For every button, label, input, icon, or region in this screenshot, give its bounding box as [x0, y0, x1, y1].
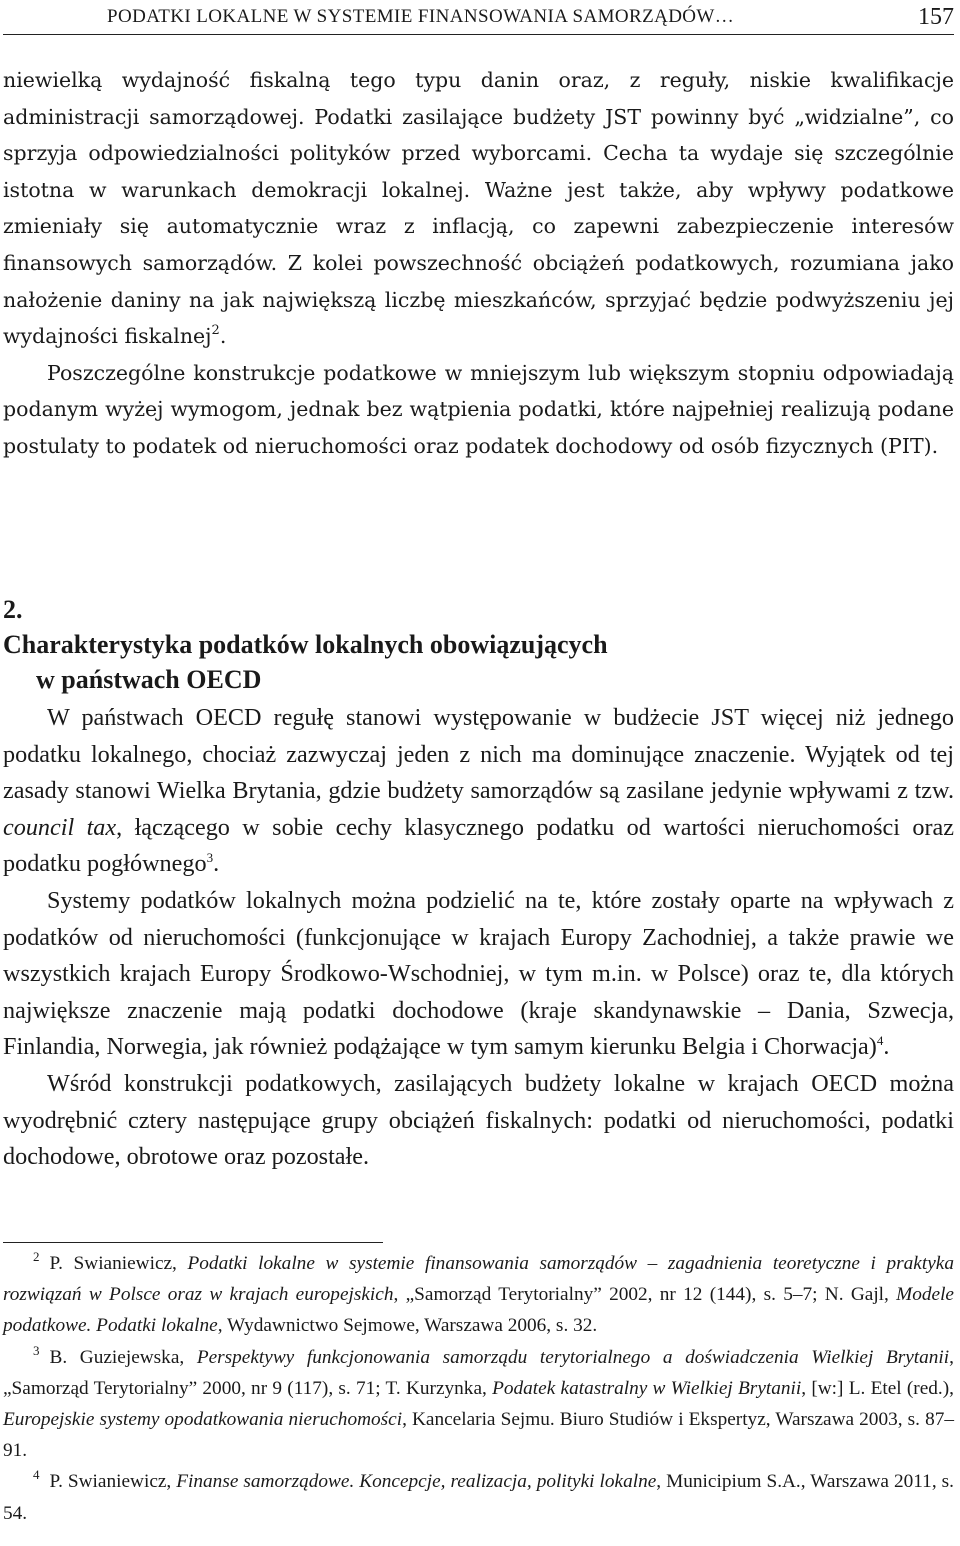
footnote-2	[3, 1248, 954, 1342]
footnote-italic-segment: Podatek katastralny w Wielkiej Brytanii	[492, 1377, 802, 1399]
footnote-segment: P. Swianiewicz,	[49, 1471, 177, 1493]
running-head	[3, 2, 954, 35]
section-title-line-2: w państwach OECD	[36, 665, 262, 694]
running-title: PODATKI LOKALNE W SYSTEMIE FINANSOWANIA SAMORZĄDÓW…	[107, 6, 735, 27]
footnote-italic-segment: Perspektywy funkcjonowania samorządu terytorialnego a doświadczenia Wielkiej Brytanii	[196, 1346, 950, 1368]
footnote-segment: , „Samorząd Terytorialny” 2002, nr 12 (144), s. 5–7; N. Gajl,	[393, 1284, 897, 1306]
footnote-italic-segment: Finanse samorządowe. Koncepcje, realizacja, polityki lokalne	[176, 1471, 657, 1493]
footnote-text	[3, 1347, 954, 1462]
council-tax-term: council tax	[3, 813, 117, 841]
footnote-4	[3, 1466, 954, 1528]
section-paragraph-1: W państwach OECD regułę stanowi występowanie w budżecie JST więcej niż jednego podatku lokalnego, chociaż zazwyczaj jeden z nich ma dominujące znaczenie. Wyjątek od tej zasady stanowi Wielka Brytania, gdzie budżety samorządów są zasilane jedynie wpływami z tzw. council tax, łączącego w sobie cechy klasycznego podatku od wartości nieruchomości oraz podatku pogłównego$^3$.	[3, 704, 954, 878]
footnote-text	[3, 1471, 954, 1523]
footnotes	[3, 1248, 954, 1529]
section-heading-line-1	[3, 592, 954, 662]
intro-text	[3, 62, 954, 465]
footnote-italic-segment: Podatki lokalne w systemie finansowania samorządów – zagadnienia teoretyczne i praktyka rozwiązań w Polsce oraz w krajach europejskich	[3, 1253, 954, 1306]
footnote-italic-segment: Modele podatkowe. Podatki lokalne	[3, 1284, 954, 1337]
section-heading	[3, 592, 954, 697]
page-number: 157	[918, 4, 954, 30]
footnote-mark: 4	[33, 1467, 40, 1483]
intro-paragraph-1: niewielką wydajność fiskalną tego typu danin oraz, z reguły, niskie kwalifikacje administracji samorządowej. Podatki zasilające budżety JST powinny być „widzialne”, co sprzyja odpowiedzialności polityków przed wyborcami. Cecha ta wydaje się szczególnie istotna w warunkach demokracji lokalnej. Ważne jest także, aby wpływy podatkowe zmieniały się automatycznie wraz z inflacją, co zapewni zabezpieczenie interesów finansowych samorządów. Z kolei powszechność obciążeń podatkowych, rozumiana jako nałożenie daniny na jak największą liczbę mieszkańców, sprzyjać będzie podwyższeniu jej wydajności fiskalnej$^2$.	[3, 68, 954, 349]
section-title-line-1: Charakterystyka podatków lokalnych obowiązujących	[3, 630, 608, 659]
footnote-mark: 2	[33, 1249, 40, 1264]
intro-paragraph-2: Poszczególne konstrukcje podatkowe w mniejszym lub większym stopniu odpowiadają podanym wyżej wymogom, jednak bez wątpienia podatki, które najpełniej realizują podane postulaty to podatek od nieruchomości oraz podatek dochodowy od osób fizycznych (PIT).	[3, 360, 954, 458]
section-paragraph-2: Systemy podatków lokalnych można podzielić na te, które zostały oparte na wpływach z podatków od nieruchomości (funkcjonujące w krajach Europy Zachodniej, a także prawie we wszystkich krajach Europy Środkowo-Wschodniej, w tym m.in. w Polsce) oraz te, dla których największe znaczenie mają podatki dochodowe (kraje skandynawskie – Dania, Szwecja, Finlandia, Norwegia, jak również podążające w tym samym kierunku Belgia i Chorwacja)$^4$.	[3, 886, 954, 1061]
footnote-segment: B. Guziejewska,	[49, 1346, 197, 1368]
footnote-segment: , Wydawnictwo Sejmowe, Warszawa 2006, s. 32.	[217, 1315, 598, 1337]
footnote-3	[3, 1342, 954, 1467]
footnote-mark: 3	[33, 1342, 40, 1358]
footnote-segment: P. Swianiewicz,	[49, 1253, 188, 1274]
footnote-segment: , [w:] L. Etel (red.),	[801, 1377, 954, 1399]
footnote-segment: , Kancelaria Sejmu. Biuro Studiów i Ekspertyz, Warszawa 2003, s. 87–91.	[3, 1409, 954, 1462]
footnote-segment: , Municipium S.A., Warszawa 2011, s. 54.	[3, 1471, 954, 1524]
footnote-ref-3[interactable]: 3	[206, 850, 214, 866]
footnote-italic-segment: Europejskie systemy opodatkowania nieruchomości	[3, 1409, 403, 1431]
section-number: 2.	[3, 595, 23, 624]
footnote-segment: , „Samorząd Terytorialny” 2000, nr 9 (117), s. 71; T. Kurzynka,	[3, 1346, 954, 1399]
section-paragraph-3: Wśród konstrukcji podatkowych, zasilających budżety lokalne w krajach OECD można wyodrębnić cztery następujące grupy obciążeń fiskalnych: podatki od nieruchomości, podatki dochodowe, obrotowe oraz pozostałe.	[3, 1069, 954, 1171]
footnote-text	[3, 1253, 954, 1336]
footnote-ref-4[interactable]: 4	[876, 1033, 884, 1049]
section-body	[3, 700, 954, 1176]
footnote-ref-2[interactable]: 2	[211, 323, 220, 339]
footnote-rule	[3, 1242, 383, 1243]
